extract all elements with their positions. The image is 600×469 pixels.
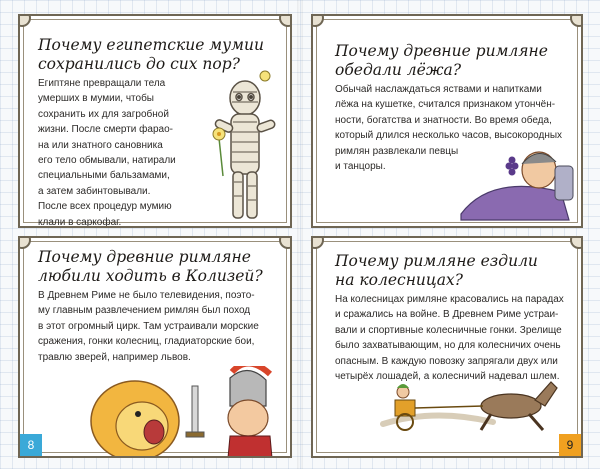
page-number: 8 [20, 434, 42, 456]
sword-icon [186, 386, 204, 437]
body-line: и танцоры. [335, 161, 386, 173]
body-line: его тело обмывали, натирали [38, 155, 176, 167]
body-line: му главным развлечением римлян был поход [38, 305, 251, 317]
colosseum-panel [18, 236, 292, 458]
title-line: Почему древние римляне [335, 42, 548, 60]
title-line: Почему египетские мумии [38, 36, 264, 54]
mummy-figure [214, 81, 276, 218]
title-line: любили ходить в Колизей? [38, 267, 263, 285]
body-line: который длился несколько часов, высокородных [335, 130, 563, 142]
mummy-panel [18, 14, 292, 228]
title-line: Почему римляне ездили [335, 252, 538, 270]
body-line: умерших в мумии, чтобы [38, 93, 154, 105]
title-line: обедали лёжа? [335, 61, 462, 79]
body-line: травлю зверей, например львов. [38, 351, 191, 363]
horse-icon [415, 382, 557, 430]
lion-gladiator-illustration [80, 366, 280, 458]
charioteer-icon [395, 384, 415, 430]
couch-icon [461, 186, 569, 220]
body-line: римлян развлекали певцы [335, 145, 459, 157]
section-title [335, 42, 548, 80]
body-line: В Древнем Риме не было телевидения, поэто- [38, 290, 255, 301]
book-spine [297, 0, 303, 469]
mummy-illustration [205, 68, 285, 228]
section-title [38, 248, 263, 286]
grapes-icon [506, 157, 519, 176]
body-line: ности, богатства и знатности. Во время обеда, [335, 114, 552, 126]
body-line: После всех процедур мумию [38, 201, 172, 213]
gladiator-icon [228, 366, 272, 458]
body-line: специальными бальзамами, [38, 170, 170, 182]
chariot-panel [311, 236, 583, 458]
title-line: Почему древние римляне [38, 248, 251, 266]
chariot-illustration [373, 378, 563, 434]
body-line: опасным. В каждую повозку запрягали двух или [335, 355, 558, 367]
body-line: клали в саркофаг. [38, 216, 122, 228]
body-line: вали и спортивные колесничные гонки. Зрелище [335, 324, 562, 336]
body-line: сражения, гонки колесниц, гладиаторские бои, [38, 336, 255, 348]
dining-panel [311, 14, 583, 228]
lion-icon [91, 381, 179, 458]
body-line: на или знатного сановника [38, 139, 163, 151]
body-line: в этот огромный цирк. Там устраивали морские [38, 320, 259, 332]
body-line: было захватывающим, но для колесничих очень [335, 340, 561, 352]
body-line: четырёх лошадей, а колесничий надевал шлем. [335, 371, 560, 383]
title-line: сохранились до сих пор? [38, 55, 240, 73]
body-line: сохранить их для загробной [38, 108, 169, 120]
body-line: Египтяне превращали тела [38, 78, 166, 89]
body-line: а затем забинтовывали. [38, 185, 151, 197]
section-body [38, 76, 198, 228]
title-line: на колесницах? [335, 271, 463, 289]
page-number: 9 [559, 434, 581, 456]
reclining-roman-illustration [451, 144, 581, 224]
section-title [335, 252, 538, 290]
body-line: и сражались на войне. В Древнем Риме устраи- [335, 309, 559, 321]
body-line: жизни. После смерти фарао- [38, 124, 173, 136]
body-line: На колесницах римляне красовались на парадах [335, 294, 564, 305]
body-line: лёжа на кушетке, считался признаком утончён- [335, 99, 556, 111]
section-body [38, 288, 288, 365]
body-line: Обычай наслаждаться яствами и напитками [335, 84, 542, 95]
section-body [335, 292, 581, 384]
